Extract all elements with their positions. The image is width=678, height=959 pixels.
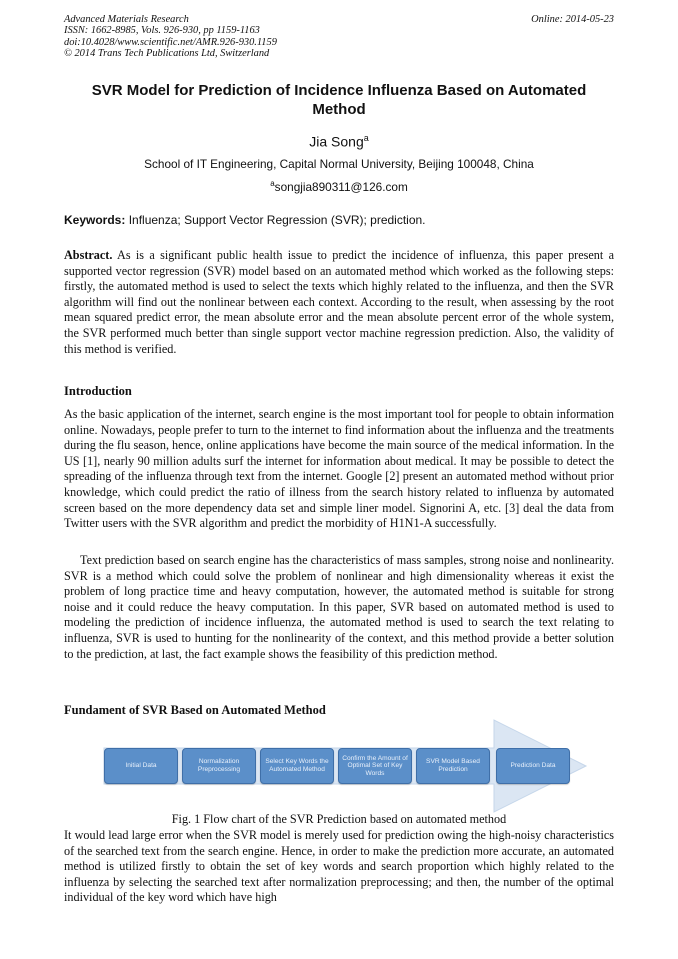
abstract-text: As is a significant public health issue to predict the incidence of influenza, this paper present a supported vector regression (SVR) model based on an automated method which worked as the following steps: firstly, the automated method is used to select the texts which highly related to the influenza, and then the SVR algorithm will find out the nonlinear between each context. According to the result, when assessing by the root mean squared predict error, the mean absolute error and the mean absolute percent error of the whole system, the SVR performed much better than single support vector machine regression prediction. Also, the validity of this method is verified.	[64, 248, 614, 356]
issn-line: ISSN: 1662-8985, Vols. 926-930, pp 1159-1163	[64, 25, 260, 37]
online-date: Online: 2014-05-23	[531, 14, 614, 25]
copyright-line: © 2014 Trans Tech Publications Ltd, Switzerland	[64, 47, 270, 59]
introduction-heading: Introduction	[64, 384, 132, 398]
keywords-label: Keywords:	[64, 213, 126, 227]
flow-step-prediction-data: Prediction Data	[496, 748, 570, 784]
journal-header	[64, 14, 277, 59]
author-mark: a	[363, 133, 369, 143]
flow-step-select-key-words: Select Key Words the Automated Method	[260, 748, 334, 784]
fundament-paragraph-1: It would lead large error when the SVR model is merely used for prediction owing the high-noisy characteristics of the searched text from the search engine. Hence, in order to make the prediction more accurate, an automated method is utilized firstly to obtain the set of key words and search proportion which highly related to the influenza by selecting the searched text after normalization preprocessing; and then, the number of the optimal individual of the key word which have high	[64, 828, 614, 905]
fundament-heading: Fundament of SVR Based on Automated Method	[64, 703, 326, 717]
introduction-paragraph-2: Text prediction based on search engine has the characteristics of mass samples, strong noise and nonlinearity. SVR is a method which could solve the problem of nonlinear and high dimensionality whereas it exist the problem of long practice time and heavy computation, however, the automated method is suitable for strong noise and it could reduce the heavy computation. In this paper, SVR based on automated method is used to modeling the prediction of incidence influenza, the automated method is used to search the text relating to influenza, SVR is used to hunting for the nonlinearity of the context, and this method provide a better solution to the prediction, at last, the fact example shows the feasibility of this prediction method.	[64, 553, 614, 661]
flow-step-initial-data: Initial Data	[104, 748, 178, 784]
journal-name: Advanced Materials Research	[64, 14, 189, 25]
keywords-text: Influenza; Support Vector Regression (SVR); prediction.	[125, 213, 426, 227]
email-mark: a	[270, 179, 275, 188]
figure-caption: Fig. 1 Flow chart of the SVR Prediction based on automated method	[171, 812, 507, 826]
flow-chart	[64, 718, 634, 814]
doi-line: doi:10.4028/www.scientific.net/AMR.926-930.1159	[64, 36, 277, 48]
flow-step-confirm-amount: Confirm the Amount of Optimal Set of Key Words	[338, 748, 412, 784]
abstract	[64, 248, 614, 357]
introduction-paragraph-1: As the basic application of the internet, search engine is the most important tool for people to obtain information online. Nowadays, people prefer to turn to the internet to find information about the influenza and the treatments during the flu season, hence, online applications have become the main source of the medical information. In the US [1], nearly 90 million adults surf the internet for information about medical. It may be possible to detect the spreading of the influenza through text from the internet. Google [2] present an automated method without prior knowledge, which could predict the ratio of illness from the search history related to influenza by automated screen based on the more dependency data set and simple liner model. Signorini A, etc. [3] deal the data from Twitter users with the SVR algorithm and predict the morbidity of H1N1-A successfully.	[64, 407, 614, 531]
author-line	[64, 133, 614, 150]
email-line	[64, 179, 614, 194]
paper-title: SVR Model for Prediction of Incidence Influenza Based on Automated Method	[91, 82, 587, 118]
author-name: Jia Song	[309, 133, 364, 150]
abstract-label: Abstract.	[64, 248, 113, 262]
flow-step-svr-prediction: SVR Model Based Prediction	[416, 748, 490, 784]
email-address: songjia890311@126.com	[274, 179, 408, 194]
flow-step-normalization: Normalization Preprocessing	[182, 748, 256, 784]
affiliation: School of IT Engineering, Capital Normal University, Beijing 100048, China	[144, 157, 534, 171]
keywords	[64, 213, 624, 227]
